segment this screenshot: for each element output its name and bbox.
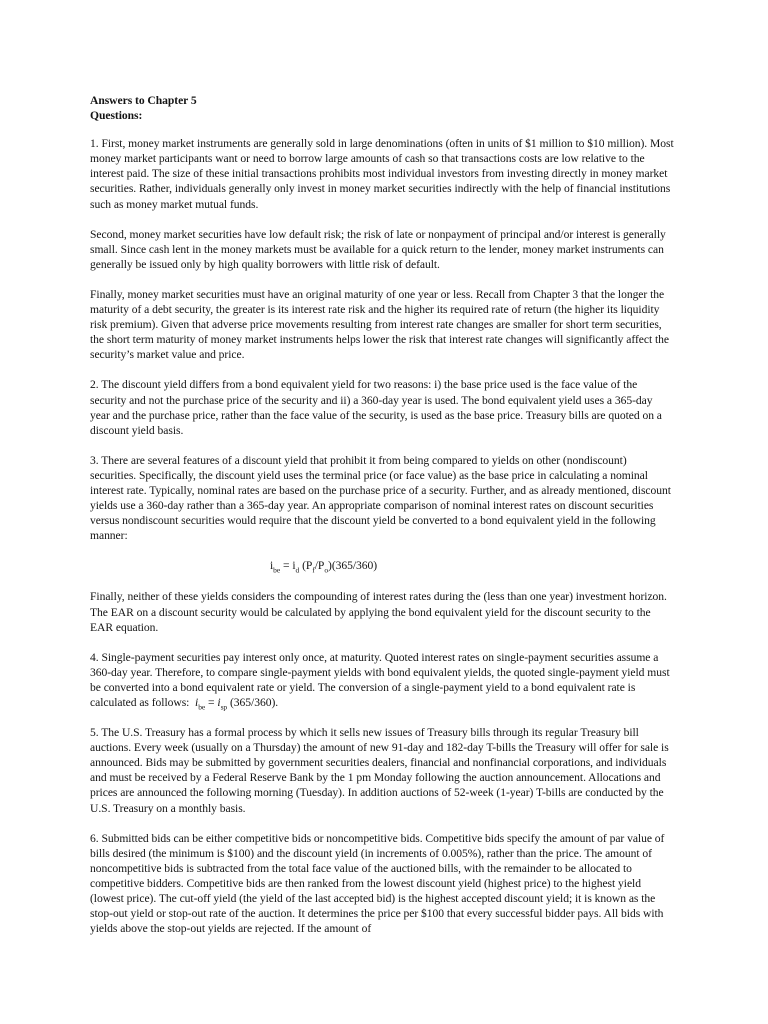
answer-paragraph: 1. First, money market instruments are generally sold in large denominations (often in units of $1 million to $10 million). Most money market participants want or need to borrow large amounts of cash so that transactions costs are low relative to the interest paid. The size of these initial transactions prohibits most individual investors from investing directly in money market securities. Rather, individuals generally only invest in money market securities indirectly with the help of financial institutions such as money market mutual funds. [90, 137, 674, 211]
answer-paragraph: Second, money market securities have low default risk; the risk of late or nonpayment of principal and/or interest is generally small. Since cash lent in the money markets must be available for a quick return to the lender, money market instruments can generally be issued only by high quality borrowers with little risk of default. [90, 227, 666, 271]
answer-paragraph: 3. There are several features of a discount yield that prohibit it from being compared to yields on other (nondiscount) securities. Specifically, the discount yield uses the terminal price (or face value) as the base price in calculating a nominal interest rate. Typically, nominal rates are based on the purchase price of a security. Further, and as already mentioned, discount yields use a 360-day rather than a 365-day year. An appropriate comparison of nominal interest rates on discount securities versus nondiscount securities would require that the discount yield be converted to a bond equivalent yield in the following manner: [90, 453, 671, 543]
document-body [90, 93, 675, 951]
answer-paragraph: 2. The discount yield differs from a bond equivalent yield for two reasons: i) the base price used is the face value of the security and not the purchase price of the security and ii) a 360-day year is used. The bond equivalent yield uses a 365-day year and the purchase price, rather than the face value of the security, is used as the base price. Treasury bills are quoted on a discount yield basis. [90, 378, 662, 437]
answer-paragraph: Finally, neither of these yields considers the compounding of interest rates during the (less than one year) investment horizon. The EAR on a discount security would be calculated by applying the bond equivalent yield for the discount security to the EAR equation. [90, 590, 667, 634]
answer-paragraph: 6. Submitted bids can be either competitive bids or noncompetitive bids. Competitive bids specify the amount of par value of bills desired (the minimum is $100) and the discount yield (in increments of 0.005%), rather than the price. The amount of noncompetitive bids is subtracted from the total face value of the auctioned bills, with the remainder to be allocated to competitive bidders. Competitive bids are then ranked from the lowest discount yield (highest price) to the highest yield (lowest price). The cut-off yield (the yield of the last accepted bid) is the highest accepted discount yield; it is known as the stop-out yield or stop-out rate of the auction. It determines the price per $100 that every successful bidder pays. All bids with yields above the stop-out yields are rejected. If the amount of [90, 831, 665, 936]
single-payment-formula: $i_{be} = i_{sp}$ (365/360). [195, 696, 279, 712]
document-title: Answers to Chapter 5 [90, 94, 197, 107]
answer-paragraph: 5. The U.S. Treasury has a formal process by which it sells new issues of Treasury bills through its regular Treasury bill auctions. Every week (usually on a Thursday) the amount of new 91-day and 182-day T-bills the Treasury will offer for sale is announced. Bids may be submitted by government securities dealers, financial and nonfinancial corporations, and individuals and must be received by a Federal Reserve Bank by the 1 pm Monday following the auction announcement. Allocations and prices are announced the following morning (Tuesday). In addition auctions of 52-week (1-year) T-bills are conducted by the U.S. Treasury on a monthly basis. [90, 726, 669, 815]
bond-equivalent-formula: $i_{be} = i_d$ $(P_f/P_o)(365/360)$ [270, 559, 378, 575]
document-subtitle: Questions: [90, 109, 143, 123]
answer-paragraph: Finally, money market securities must have an original maturity of one year or less. Recall from Chapter 3 that the longer the maturity of a debt security, the greater is its interest rate risk and the higher its required rate of return (the higher its liquidity risk premium). Given that adverse price movements resulting from interest rate changes are smaller for short term securities, the short term maturity of money market instruments helps lower the risk that interest rate changes will significantly affect the security’s market value and price. [90, 287, 669, 362]
answer-paragraph-with-formula: 4. Single-payment securities pay interest only once, at maturity. Quoted interest rates on single-payment securities assume a 360-day year. Therefore, to compare single-payment yields with bond equivalent yields, the quoted single-payment yield must be converted into a bond equivalent rate or yield. The conversion of a single-payment yield to a bond equivalent rate is calculated as follows: $i_{be} = i_{sp}$ (365/360). [90, 650, 670, 712]
